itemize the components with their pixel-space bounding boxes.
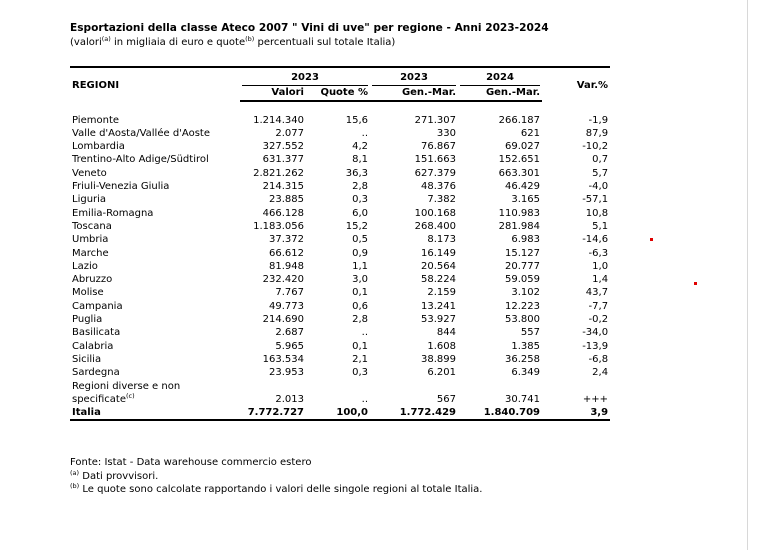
region-name: Regioni diverse e non [72,380,181,392]
region-name: Valle d'Aosta/Vallée d'Aoste [72,127,210,139]
value-cell: 163.534 [262,353,304,365]
value-cell: 15,2 [345,220,368,232]
value-cell: 59.059 [505,274,540,286]
region-name: Veneto [72,167,107,179]
value-cell: 1.214.340 [253,114,304,126]
value-cell: -4,0 [588,181,609,193]
value-cell: 271.307 [414,114,456,126]
value-cell: 3.102 [511,287,540,299]
value-cell: 23.953 [269,367,304,379]
header-gen-mar-2024: Gen.-Mar. [458,86,542,100]
value-cell: 266.187 [498,114,540,126]
value-cell: -1,9 [588,114,609,126]
region-name: Marche [72,247,109,259]
footnote-ref-a: (a) [101,35,111,43]
table-row [70,313,610,326]
value-cell: 5,7 [592,167,609,179]
value-cell: 16.149 [421,247,456,259]
document [70,22,610,495]
table-row [70,300,610,313]
value-cell: -0,2 [588,314,609,326]
value-cell: 232.420 [262,274,304,286]
table-subtitle: (valori$^{(a)}$ in migliaia di euro e quote$^{(b)}$ percentuali sul totale Italia) [70,35,396,48]
value-cell: 214.690 [262,314,304,326]
total-label: Italia [70,406,240,420]
value-cell: 3,0 [352,274,368,286]
table-row [70,233,610,246]
value-cell: 1.385 [511,340,540,352]
value-cell: 12.223 [505,300,540,312]
value-cell: 1,1 [352,260,368,272]
region-name: Trentino-Alto Adige/Südtirol [72,154,209,166]
value-cell: 81.948 [269,260,304,272]
table-row-total: Italia 7.772.727 100,0 1.772.429 1.840.709 3,9 [70,406,610,420]
value-cell: 268.400 [414,220,456,232]
region-name: Umbria [72,234,109,246]
value-cell: 69.027 [505,141,540,153]
table-row [70,140,610,153]
value-cell: 49.773 [269,300,304,312]
value-cell: 8.173 [427,234,456,246]
table-row [70,127,610,140]
value-cell: 43,7 [585,287,609,299]
value-cell: 10,8 [585,207,609,219]
footnotes [70,456,482,497]
value-cell: 1.608 [427,340,456,352]
value-cell: -57,1 [582,194,609,206]
table-row [70,273,610,286]
region-name: Puglia [72,314,103,326]
value-cell: 5.965 [275,340,304,352]
region-name: Molise [72,287,104,299]
value-cell: 110.983 [498,207,540,219]
table-row [70,180,610,193]
region-name: specificate$^{(c)}$ [72,391,135,405]
value-cell: 58.224 [421,274,456,286]
header-regioni: REGIONI [72,80,120,92]
table-title: Esportazioni della classe Ateco 2007 " Vini di uve" per regione - Anni 2023-2024 [70,22,549,34]
value-cell: 0,3 [352,367,368,379]
value-cell: 20.777 [505,260,540,272]
value-cell: -6,8 [588,353,609,365]
header-year-2023: 2023 [240,71,370,86]
value-cell: 557 [520,327,540,339]
value-cell: 4,2 [352,141,368,153]
value-cell: .. [361,327,368,339]
value-cell: 2.159 [427,287,456,299]
value-cell: 621 [520,127,540,139]
value-cell: 13.241 [421,300,456,312]
region-name: Lazio [72,260,98,272]
table-row [70,247,610,260]
value-cell: .. [361,127,368,139]
header-gen-mar-2023: Gen.-Mar. [370,86,458,100]
value-cell: 214.315 [262,181,304,193]
value-cell: 53.800 [505,314,540,326]
table-row [70,193,610,206]
table-row [70,207,610,220]
table-row [70,366,610,379]
table-row [70,340,610,353]
value-cell: 2,4 [592,367,609,379]
table-row [70,260,610,273]
region-name: Emilia-Romagna [72,207,154,219]
value-cell: 631.377 [262,154,304,166]
region-name: Lombardia [72,141,125,153]
value-cell: 66.612 [269,247,304,259]
value-cell: 0,6 [352,300,368,312]
region-name: Campania [72,300,123,312]
value-cell: 7.382 [427,194,456,206]
value-cell: 38.899 [421,353,456,365]
value-cell: -10,2 [582,141,609,153]
value-cell: 2,8 [352,314,368,326]
value-cell: 2.821.262 [253,167,304,179]
region-name: Abruzzo [72,274,113,286]
region-name: Toscana [72,220,112,232]
value-cell: -7,7 [588,300,609,312]
red-dot-marker [694,282,697,285]
source-note: Fonte: Istat - Data warehouse commercio estero [70,457,312,468]
value-cell: 6.983 [511,234,540,246]
footnote-ref-c: (c) [125,391,135,400]
red-dot-marker [650,238,653,241]
value-cell: 663.301 [498,167,540,179]
value-cell: 152.651 [498,154,540,166]
value-cell: 2,8 [352,181,368,193]
table-row [70,220,610,233]
value-cell: -14,6 [582,234,609,246]
value-cell: 627.379 [414,167,456,179]
table-row-diverse [70,380,610,393]
value-cell: 0,7 [592,154,609,166]
region-name: Liguria [72,194,107,206]
value-cell: 53.927 [421,314,456,326]
table-tail [70,380,610,421]
table-body [70,101,610,380]
value-cell: 2.687 [275,327,304,339]
value-cell: 5,1 [592,220,609,232]
value-cell: 20.564 [421,260,456,272]
value-cell: 37.372 [269,234,304,246]
value-cell: 76.867 [421,141,456,153]
header-valori: Valori [240,86,306,100]
value-cell: 151.663 [414,154,456,166]
page-edge-rule [747,0,748,550]
value-cell: 23.885 [269,194,304,206]
value-cell: 6,0 [352,207,368,219]
header-year-2023-genmar: 2023 [370,71,458,86]
value-cell: 46.429 [505,181,540,193]
value-cell: -34,0 [582,327,609,339]
value-cell: 0,9 [352,247,368,259]
value-cell: 466.128 [262,207,304,219]
table-row [70,353,610,366]
table-row [70,153,610,166]
value-cell: 15.127 [505,247,540,259]
header-quote: Quote % [306,86,370,100]
value-cell: 2,1 [352,353,368,365]
value-cell: 48.376 [421,181,456,193]
value-cell: 0,3 [352,194,368,206]
table-row [70,114,610,127]
value-cell: 1,0 [592,260,609,272]
value-cell: 844 [436,327,456,339]
value-cell: 7.767 [275,287,304,299]
value-cell: -13,9 [582,340,609,352]
value-cell: -6,3 [588,247,609,259]
region-name: Sicilia [72,353,102,365]
value-cell: 3.165 [511,194,540,206]
exports-table [70,66,610,421]
value-cell: 15,6 [345,114,368,126]
value-cell: 0,1 [352,287,368,299]
region-name: Friuli-Venezia Giulia [72,181,170,193]
table-row [70,167,610,180]
value-cell: 87,9 [585,127,609,139]
header-year-2024: 2024 [458,71,542,86]
value-cell: 1,4 [592,274,609,286]
value-cell: 0,1 [352,340,368,352]
value-cell: 1.183.056 [253,220,304,232]
value-cell: 281.984 [498,220,540,232]
value-cell: 327.552 [262,141,304,153]
value-cell: 36.258 [505,353,540,365]
header-var: Var.% [576,80,609,92]
table-row [70,326,610,339]
region-name: Piemonte [72,114,120,126]
region-name: Basilicata [72,327,121,339]
region-name: Calabria [72,340,114,352]
value-cell: 2.077 [275,127,304,139]
table-row-diverse-values: specificate$^{(c)}$ 2.013 .. 567 30.741 +++ [72,391,609,405]
footnote-a: $^{(a)}$ Dati provvisori. [70,468,159,482]
table-row [70,286,610,299]
footnote-ref-b: (b) [245,35,255,43]
value-cell: 100.168 [414,207,456,219]
value-cell: 8,1 [352,154,368,166]
footnote-b: $^{(b)}$ Le quote sono calcolate rapportando i valori delle singole regioni al totale Italia. [70,482,483,495]
value-cell: 36,3 [345,167,368,179]
region-name: Sardegna [72,367,120,379]
value-cell: 0,5 [352,234,368,246]
value-cell: 330 [436,127,456,139]
value-cell: 6.349 [511,367,540,379]
value-cell: 6.201 [427,367,456,379]
